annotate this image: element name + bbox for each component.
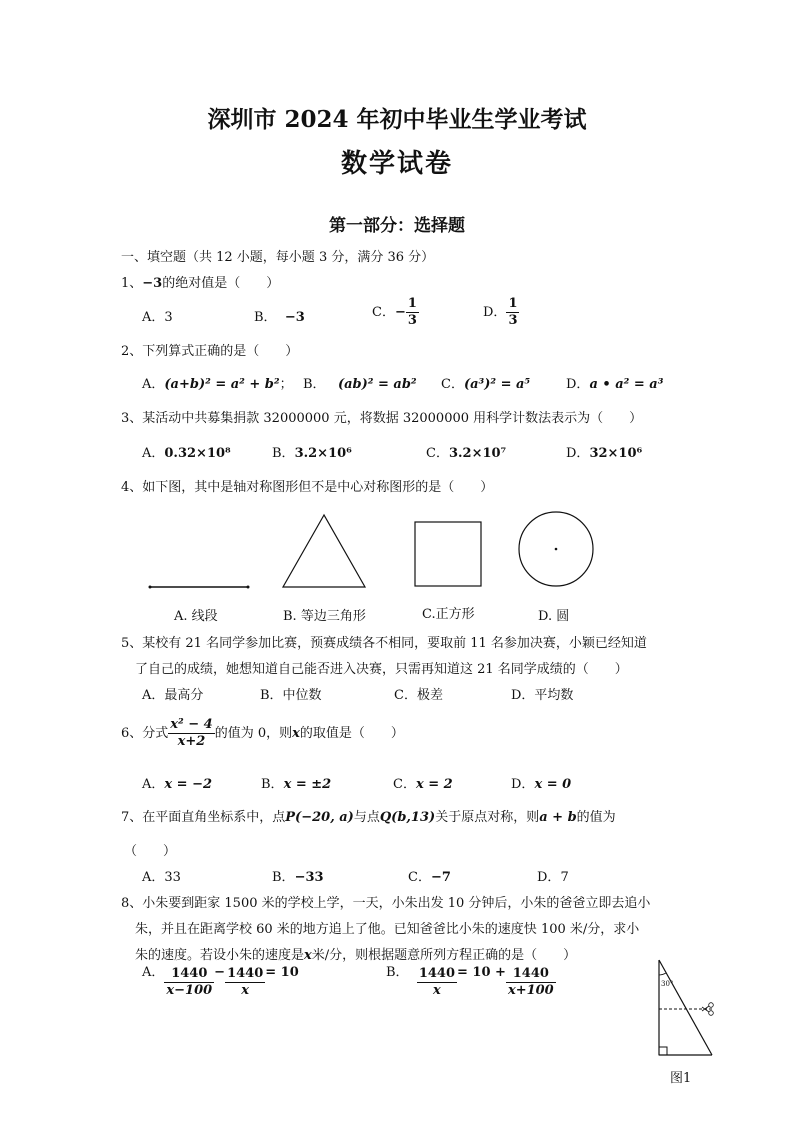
q7-option-c <box>408 866 451 885</box>
q8-a-label: A． <box>142 965 165 980</box>
q7-c-value: −7 <box>430 870 451 885</box>
q8-b-num2: 1440 <box>506 966 556 983</box>
q3-a-label: A． <box>142 446 165 461</box>
section-heading: 一、填空题（共 12 小题，每小题 3 分，满分 36 分） <box>121 250 435 265</box>
circle-center-dot <box>555 548 558 551</box>
q1-b-label: B． <box>254 310 277 325</box>
figure-1-triangle <box>650 955 720 1065</box>
q7-option-a <box>142 866 181 885</box>
q6-option-d <box>511 773 571 792</box>
q8-line3-b: 米/分，则根据题意所列方程正确的是（ ） <box>311 948 577 963</box>
question-8-line2: 朱，并且在距离学校 60 米的地方追上了他。已知爸爸比小朱的速度快 100 米/分，求小 <box>135 922 640 937</box>
q7-a-value: 33 <box>164 870 181 885</box>
segment-endpoint <box>247 586 250 589</box>
q3-option-a <box>142 442 231 461</box>
square-shape <box>415 522 481 586</box>
question-1 <box>121 272 279 291</box>
q8-b-den2: x+100 <box>507 983 554 998</box>
q7-option-d <box>537 866 569 885</box>
q1-c-label: C． <box>372 305 395 320</box>
q1-option-d <box>483 296 519 329</box>
q2-option-c <box>441 373 530 392</box>
q2-a-value: (a+b)² = a² + b² <box>164 377 280 392</box>
q7-c-label: C． <box>408 870 431 885</box>
q8-a-den1: x−100 <box>166 983 213 998</box>
q4-figures <box>140 505 620 600</box>
equilateral-triangle-shape <box>283 515 365 587</box>
q7-point-q: Q(b,13) <box>379 810 436 825</box>
q3-b-value: 3.2×10⁶ <box>294 446 352 461</box>
figure-angle-label: 30° <box>661 980 674 988</box>
q6-a-label: A． <box>142 777 165 792</box>
q6-option-b <box>261 773 331 792</box>
q7-option-b <box>272 866 324 885</box>
q1-option-a <box>142 306 173 325</box>
q8-b-mid: = 10 + <box>457 965 506 980</box>
q7-a-label: A． <box>142 870 165 885</box>
question-7 <box>121 806 616 825</box>
q6-b-value: x = ±2 <box>283 777 332 792</box>
q7-suffix: 的值为 <box>576 810 616 825</box>
q7-answer-paren: （ ） <box>124 844 177 859</box>
q6-mid: 的值为 0，则 <box>214 726 293 741</box>
q6-option-c <box>393 773 453 792</box>
q4-caption-a: A. 线段 <box>174 609 218 624</box>
q1-d-num: 1 <box>508 296 518 311</box>
q3-option-d <box>566 442 642 461</box>
q2-b-label: B． <box>303 377 326 392</box>
right-angle-mark <box>659 1047 667 1055</box>
q3-d-label: D． <box>566 446 590 461</box>
q6-numerator: x² − 4 <box>170 717 213 732</box>
q2-a-tail: ； <box>279 377 293 392</box>
q7-mid1: 与点 <box>353 810 380 825</box>
q7-d-value: 7 <box>560 870 569 885</box>
question-2: 2、下列算式正确的是（ ） <box>121 344 299 359</box>
q1-expr: −3 <box>142 276 163 291</box>
q6-option-a <box>142 773 212 792</box>
q6-d-value: x = 0 <box>534 777 572 792</box>
q1-c-den: 3 <box>407 313 417 328</box>
q1-option-b <box>254 306 305 325</box>
q7-point-p: P(−20, a) <box>285 810 354 825</box>
q8-a-op: − <box>214 965 226 980</box>
q8-a-rhs: = 10 <box>265 965 299 980</box>
q4-caption-b: B. 等边三角形 <box>283 609 366 624</box>
question-3: 3、某活动中共募集捐款 32000000 元，将数据 32000000 用科学计数法表示为（ ） <box>121 411 643 426</box>
q2-option-a <box>142 373 293 392</box>
q6-d-label: D． <box>511 777 535 792</box>
q1-c-num: 1 <box>407 296 417 311</box>
q3-c-label: C． <box>426 446 449 461</box>
q2-option-d <box>566 373 663 392</box>
figure-caption: 图1 <box>670 1071 692 1086</box>
q7-b-value: −33 <box>294 870 324 885</box>
q6-suffix: 的取值是（ ） <box>299 726 404 741</box>
q2-c-label: C． <box>441 377 464 392</box>
q7-prefix: 7、在平面直角坐标系中，点 <box>121 810 286 825</box>
q6-prefix: 6、分式 <box>121 726 169 741</box>
q4-caption-c: C.正方形 <box>422 607 475 622</box>
q2-b-value: (ab)² = ab² <box>337 377 417 392</box>
q7-sum-expr: a + b <box>539 810 577 825</box>
q6-var: x <box>292 726 300 741</box>
q1-a-value: 3 <box>164 310 173 325</box>
segment-endpoint <box>149 586 152 589</box>
q2-a-label: A． <box>142 377 165 392</box>
q8-a-num1: 1440 <box>164 966 214 983</box>
q7-mid2: 关于原点对称，则 <box>435 810 540 825</box>
q1-option-c <box>372 296 419 329</box>
q2-d-value: a • a² = a³ <box>589 377 664 392</box>
q6-c-value: x = 2 <box>415 777 453 792</box>
q3-a-value: 0.32×10⁸ <box>164 446 231 461</box>
q8-option-b <box>386 966 556 999</box>
q3-b-label: B． <box>272 446 295 461</box>
q8-a-den2: x <box>241 983 250 998</box>
q2-option-b <box>303 373 417 392</box>
q2-c-value: (a³)² = a⁵ <box>463 377 531 392</box>
q1-a-label: A． <box>142 310 165 325</box>
q1-d-label: D． <box>483 305 507 320</box>
q8-b-label: B． <box>386 965 409 980</box>
q3-c-value: 3.2×10⁷ <box>448 446 507 461</box>
q8-b-den1: x <box>433 983 441 998</box>
q1-suffix: 的绝对值是（ ） <box>162 276 280 291</box>
q8-line3-a: 朱的速度。若设小朱的速度是 <box>135 948 305 963</box>
q1-prefix: 1、 <box>121 276 143 291</box>
q5-option-a: A．最高分 <box>142 688 204 703</box>
q6-b-label: B． <box>261 777 284 792</box>
q3-d-value: 32×10⁶ <box>589 446 643 461</box>
q8-a-num2: 1440 <box>227 966 264 981</box>
q2-d-label: D． <box>566 377 590 392</box>
q5-option-c: C．极差 <box>394 688 443 703</box>
question-8-line1: 8、小朱要到距家 1500 米的学校上学，一天，小朱出发 10 分钟后，小朱的爸爸立即去追小 <box>121 896 651 911</box>
question-5-line2: 了自己的成绩，她想知道自己能否进入决赛，只需再知道这 21 名同学成绩的（ ） <box>135 662 628 677</box>
q5-option-b: B．中位数 <box>260 688 322 703</box>
q6-a-value: x = −2 <box>164 777 213 792</box>
q3-option-b <box>272 442 352 461</box>
q1-c-sign: − <box>394 305 406 320</box>
question-5-line1: 5、某校有 21 名同学参加比赛，预赛成绩各不相同，要取前 11 名参加决赛，小颖已经知道 <box>121 636 647 651</box>
question-6 <box>121 717 404 750</box>
angle-arc <box>659 973 666 975</box>
q5-option-d: D．平均数 <box>511 688 574 703</box>
q7-d-label: D． <box>537 870 561 885</box>
q6-c-label: C． <box>393 777 416 792</box>
exam-subtitle: 数学试卷 <box>340 149 453 179</box>
q7-b-label: B． <box>272 870 295 885</box>
q8-b-num1: 1440 <box>418 966 456 981</box>
question-4: 4、如下图，其中是轴对称图形但不是中心对称图形的是（ ） <box>121 480 494 495</box>
q6-denominator: x+2 <box>177 734 206 749</box>
part-heading: 第一部分：选择题 <box>329 216 465 236</box>
exam-title: 深圳市 2024 年初中毕业生学业考试 <box>207 106 587 133</box>
q1-b-value: −3 <box>284 310 305 325</box>
question-8-line3 <box>135 944 576 963</box>
q8-option-a <box>142 966 299 999</box>
q1-d-den: 3 <box>508 313 518 328</box>
q3-option-c <box>426 442 506 461</box>
q8-var: x <box>304 948 312 963</box>
triangle-hypotenuse <box>659 960 712 1055</box>
q4-caption-d: D. 圆 <box>538 609 570 624</box>
